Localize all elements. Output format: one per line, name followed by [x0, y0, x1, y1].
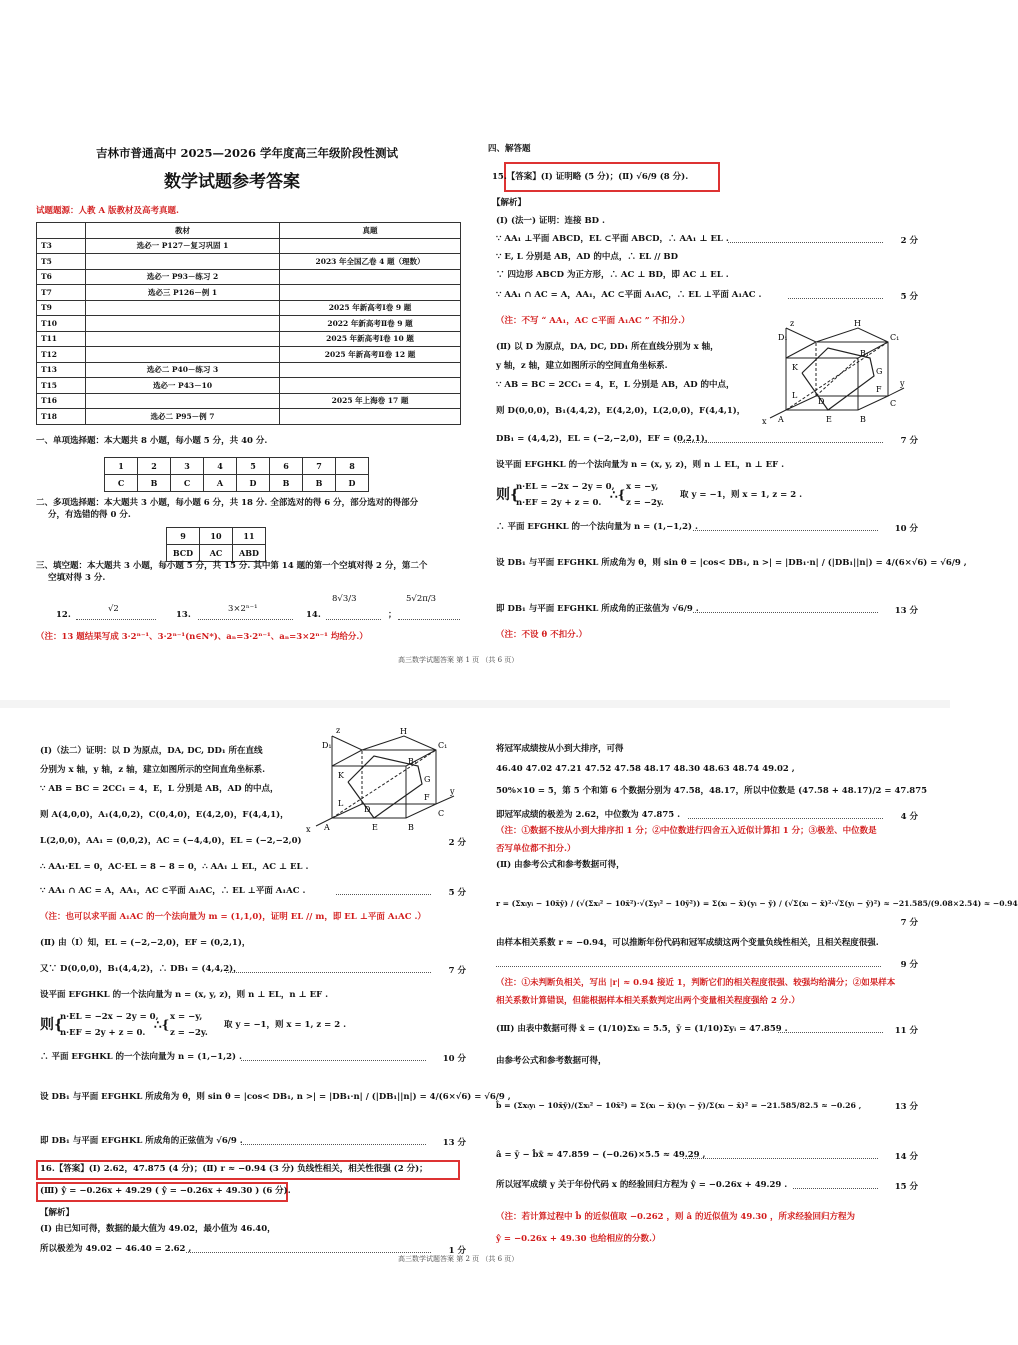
normal-vector-line: 设平面 EFGHKL 的一个法向量为 n = (x, y, z)，则 n ⊥ EL，n ⊥ EF . — [496, 460, 785, 470]
score-10: 10 分 — [442, 1054, 466, 1064]
conclusion: 即 DB₁ 与平面 EFGHKL 所成角的正弦值为 √6/9 . — [40, 1136, 243, 1146]
multi-choice-answers: 9 10 11 BCD AC ABD — [166, 527, 266, 562]
label-C1: C₁ — [438, 741, 448, 750]
part2-line-b: y 轴，z 轴，建立如图所示的空间直角坐标系. — [496, 361, 668, 371]
score-11: 11 分 — [894, 1026, 918, 1036]
q16-answer-line-2: (Ⅲ) ŷ = −0.26x + 49.29 ( ŷ = −0.26x + 49.30 ) (6 分). — [40, 1186, 291, 1196]
label-B1: B₁ — [860, 349, 870, 358]
label-K: K — [338, 771, 344, 780]
q15-answer: 15.【答案】(Ⅰ) 证明略 (5 分)；(Ⅱ) √6/9 (8 分). — [492, 172, 689, 182]
fill-note: （注：13 题结果写成 3·2ⁿ⁻¹、3·2ⁿ⁻¹(n∈N*)、aₙ=3·2ⁿ⁻¹、aₙ=3×2ⁿ⁻¹ 均给分.） — [36, 632, 368, 642]
label-y: y — [450, 787, 455, 796]
mean-values: (Ⅲ) 由表中数据可得 x̄ = (1/10)Σxᵢ = 5.5，ȳ = (1/10)Σyᵢ = 47.859 . — [496, 1024, 788, 1034]
table-row: T16 2025 年上海卷 17 题 — [37, 393, 461, 409]
score-2: 2 分 — [448, 838, 466, 848]
table-row: T12 2025 年新高考Ⅱ卷 12 题 — [37, 347, 461, 363]
cuboid-figure-2 — [298, 724, 458, 836]
single-choice-answers: 1 2 3 4 5 6 7 8 C B C A D B B D — [104, 457, 369, 492]
score-13: 13 分 — [442, 1138, 466, 1148]
fill-q14-label: 14. — [306, 610, 321, 620]
correlation-conclusion: 由样本相关系数 r ≈ −0.94，可以推断年份代码和冠军成绩这两个变量负线性相关，且相关程度很强. — [496, 938, 879, 948]
method2-line-f: ∴ AA₁·EL = 0，AC·EL = 8 − 8 = 0，∴ AA₁ ⊥ EL，AC ⊥ EL . — [40, 862, 309, 872]
part2-line-d: 则 D(0,0,0)，B₁(4,4,2)，E(4,2,0)，L(2,0,0)，F(4,4,1)， — [496, 406, 746, 416]
system-eq-2: n·EF = 2y + z = 0. — [516, 498, 602, 508]
system-eq-1: n·EL = −2x − 2y = 0, — [60, 1012, 159, 1022]
score-7: 7 分 — [448, 966, 466, 976]
intercept-calc: â = ȳ − b̂x̄ ≈ 47.859 − (−0.26)×5.5 ≈ 49.29 , — [496, 1150, 706, 1160]
page-title: 数学试题参考答案 — [164, 172, 300, 192]
label-C: C — [438, 809, 445, 818]
fill-q14-separator: ； — [388, 610, 397, 620]
note-6b: ŷ = −0.26x + 49.30 也给相应的分数.） — [496, 1234, 661, 1244]
label-D1: D₁ — [322, 741, 332, 750]
page2-footer: 高三数学试题答案 第 2 页 （共 6 页） — [398, 1255, 519, 1263]
label-z: z — [790, 319, 795, 328]
sort-line: 将冠军成绩按从小到大排序，可得 — [496, 744, 624, 754]
method2-line-c: ∵ AB = BC = 2CC₁ = 4，E，L 分别是 AB，AD 的中点， — [40, 784, 279, 794]
solution-eq-1: x = −y, — [626, 482, 659, 492]
note-3: （注：也可以求平面 A₁AC 的一个法向量为 m = (1,1,0)，证明 EL // m，即 EL ⊥平面 A₁AC .） — [40, 912, 426, 922]
score-14: 14 分 — [894, 1152, 918, 1162]
label-G: G — [424, 775, 431, 784]
table-row: T11 2025 年新高考Ⅰ卷 10 题 — [37, 331, 461, 347]
method2-line-d: 则 A(4,0,0)，A₁(4,0,2)，C(0,4,0)，E(4,2,0)，F(4,4,1)， — [40, 810, 289, 820]
label-L: L — [338, 799, 344, 808]
range-median-result: 即冠军成绩的极差为 2.62，中位数为 47.875 . — [496, 810, 681, 820]
section-fill-line2: 空填对得 3 分. — [48, 573, 106, 583]
label-B1: B₁ — [408, 757, 418, 766]
sine-formula: 设 DB₁ 与平面 EFGHKL 所成角为 θ，则 sin θ = |cos< DB₁, n >| = |DB₁·n| / (|DB₁||n|) = 4/(6×√6) = √6/9 , — [40, 1092, 511, 1102]
normal-result: ∴ 平面 EFGHKL 的一个法向量为 n = (1,−1,2) . — [496, 522, 698, 532]
source-note: 试题题源：人教 A 版教材及高考真题. — [36, 206, 179, 216]
label-H: H — [854, 319, 861, 328]
label-F: F — [876, 385, 882, 394]
table-row: T10 2022 年新高考Ⅱ卷 9 题 — [37, 316, 461, 332]
part2-line-a: (Ⅱ) 以 D 为原点，DA, DC, DD₁ 所在直线分别为 x 轴， — [496, 342, 719, 352]
answer-page-2: (Ⅰ)（法二）证明：以 D 为原点，DA, DC, DD₁ 所在直线 分别为 x 轴，y 轴，z 轴，建立如图所示的空间直角坐标系. ∵ AB = BC = 2CC₁ = 4，E，L 分别是 AB，AD 的中点， 则 A(4,0,0)，A₁(4,0,2)，C(0,4,0)，E(4,2,0)，F(4,4,1)， z D₁ H C₁ K B₁ G D C y L F x A E B L(2,0,0)，AA₁ = (0,0,2)，AC = (−4,4,0)，EL = (−2,−2,0) 2 分 ∴ AA₁·EL = 0，AC·EL = 8 − 8 = 0，∴ AA₁ ⊥ EL，AC ⊥ EL . ∵ AA₁ ∩ AC = A，AA₁，AC ⊂平面 A₁AC，∴ EL ⊥平面 A₁AC . 5 分 （注：也可以求平面 A₁AC 的一个法向量为 m = (1,1,0)，证明 EL // m，即 EL ⊥平面 A₁AC .） (Ⅱ) 由（Ⅰ）知，EL = (−2,−2,0)，EF = (0,2,1)， 又∵ D(0,0,0)，B₁(4,4,2)，∴ DB₁ = (4,4,2)， 7 分 设平面 EFGHKL 的一个法向量为 n = (x, y, z)，则 n ⊥ EL，n ⊥ EF . 则{ n·EL = −2x − 2y = 0, n·EF = 2y + z = 0. ∴{ x = −y, z = −2y. 取 y = −1，则 x = 1, z = 2 . ∴ 平面 EFGHKL 的一个法向量为 n = (1,−1,2) . 10 分 设 DB₁ 与平面 EFGHKL 所成角为 θ，则 sin θ = |cos< DB₁, n >| = |DB₁·n| / (|DB₁||n|) = 4/(6×√6) = √6/9 , 即 DB₁ 与平面 EFGHKL 所成角的正弦值为 √6/9 . 13 分 16.【答案】(Ⅰ) 2.62，47.875 (4 分)；(Ⅱ) r ≈ −0.94 (3 分) 负线性相关，相关性很强 (2 分)； (Ⅲ) ŷ = −0.26x + 49.29 ( ŷ = −0.26x + 49.30 ) (6 分). 【解析】 (Ⅰ) 由已知可得，数据的最大值为 49.02，最小值为 46.40， 所以极差为 49.02 − 46.40 = 2.62 , 1 分 高三数学试题答案 第 2 页 （共 6 页） 将冠军成绩按从小到大排序，可得 46.40 47.02 47.21 47.52 47.58 48.17 48.30 48.63 48.74 49.02 , 50%×10 = 5，第 5 个和第 6 个数据分别为 47.58，48.17，所以中位数是 (47.58 + 48.17)/2 = 47.875 即冠军成绩的极差为 2.62，中位数为 47.875 . 4 分 （注：①数据不按从小到大排序扣 1 分；②中位数进行四舍五入近似计算扣 1 分；③极差、中位数是 否写单位都不扣分.） (Ⅱ) 由参考公式和参考数据可得， r = (Σxᵢyᵢ − 10x̄ȳ) / (√(Σxᵢ² − 10x̄²)·√(Σyᵢ² − 10ȳ²)) = Σ(xᵢ − x̄)(yᵢ − ȳ) / (√Σ(xᵢ − x̄)²·√Σ(yᵢ − ȳ)²) ≈ −21.585/(9.08×2.54) ≈ −0.94 7 分 由样本相关系数 r ≈ −0.94，可以推断年份代码和冠军成绩这两个变量负线性相关，且相关程度很强. 9 分 （注：①未判断负相关，写出 |r| ≈ 0.94 接近 1，判断它们的相关程度很强、较强均给满分；②如果样本 相关系数计算错误，但能根据样本相关系数判定出两个变量相关程度强给 2 分.） (Ⅲ) 由表中数据可得 x̄ = (1/10)Σxᵢ = 5.5，ȳ = (1/10)Σyᵢ = 47.859 . 11 分 由参考公式和参考数据可得， b̂ = (Σxᵢyᵢ − 10x̄ȳ)/(Σxᵢ² − 10x̄²) = Σ(xᵢ − x̄)(yᵢ − ȳ)/Σ(xᵢ − x̄)² = −21.585/82.5 ≈ −0.26 , 13 分 â = ȳ − b̂x̄ ≈ 47.859 − (−0.26)×5.5 ≈ 49.29 , 14 分 所以冠军成绩 y 关于年份代码 x 的经验回归方程为 ŷ = −0.26x + 49.29 . 15 分 （注：若计算过程中 b̂ 的近似值取 −0.262 ，则 â 的近似值为 49.30 ，所求经验回归方程为 ŷ = −0.26x + 49.30 也给相应的分数.） — [8, 708, 942, 1288]
solution-eq-2: z = −2y. — [626, 498, 664, 508]
section-fill: 三、填空题：本大题共 3 小题，每小题 5 分，共 15 分. 其中第 14 题的第一个空填对得 2 分，第二个 — [36, 561, 428, 571]
label-z: z — [336, 726, 341, 735]
part2-line-a: (Ⅱ) 由（Ⅰ）知，EL = (−2,−2,0)，EF = (0,2,1)， — [40, 938, 251, 948]
note-4b: 否写单位都不扣分.） — [496, 844, 576, 854]
slope-formula: b̂ = (Σxᵢyᵢ − 10x̄ȳ)/(Σxᵢ² − 10x̄²) = Σ(xᵢ − x̄)(yᵢ − ȳ)/Σ(xᵢ − x̄)² = −21.585/82.5 ≈ −0.26 , — [496, 1101, 862, 1110]
score-15: 15 分 — [894, 1182, 918, 1192]
analysis-label: 【解析】 — [492, 198, 527, 208]
label-C1: C₁ — [890, 333, 900, 342]
score-7: 7 分 — [900, 918, 918, 928]
label-H: H — [400, 727, 407, 736]
proof-line-2: ∵ E, L 分别是 AB，AD 的中点，∴ EL // BD — [496, 252, 678, 262]
score-1: 1 分 — [448, 1246, 466, 1256]
normal-vector-line: 设平面 EFGHKL 的一个法向量为 n = (x, y, z)，则 n ⊥ EL，n ⊥ EF . — [40, 990, 329, 1000]
section-multi-choice: 二、多项选择题：本大题共 3 小题，每小题 6 分，共 18 分. 全部选对的得 6 分，部分选对的得部分 — [36, 498, 419, 508]
label-B: B — [408, 823, 414, 832]
table-row: T9 2025 年新高考Ⅰ卷 9 题 — [37, 300, 461, 316]
label-L: L — [792, 391, 798, 400]
note-2: （注：不设 θ 不扣分.） — [496, 630, 588, 640]
school-title: 吉林市普通高中 2025—2026 学年度高三年级阶段性测试 — [96, 146, 399, 160]
score-7: 7 分 — [900, 436, 918, 446]
label-E: E — [372, 823, 378, 832]
system-eq-1: n·EL = −2x − 2y = 0, — [516, 482, 615, 492]
label-A: A — [778, 415, 784, 424]
score-13: 13 分 — [894, 606, 918, 616]
label-E: E — [826, 415, 832, 424]
conclusion: 即 DB₁ 与平面 EFGHKL 所成角的正弦值为 √6/9 . — [496, 604, 699, 614]
proof-line-4: ∵ AA₁ ∩ AC = A，AA₁，AC ⊂平面 A₁AC，∴ EL ⊥平面 A₁AC . — [496, 290, 762, 300]
vectors-line: DB₁ = (4,4,2)，EL = (−2,−2,0)，EF = (0,2,1)， — [496, 434, 714, 444]
range-line-2: 所以极差为 49.02 − 46.40 = 2.62 , — [40, 1244, 192, 1254]
correlation-formula: r = (Σxᵢyᵢ − 10x̄ȳ) / (√(Σxᵢ² − 10x̄²)·√(Σyᵢ² − 10ȳ²)) = Σ(xᵢ − x̄)(yᵢ − ȳ) / (√Σ(xᵢ − x̄)²·√Σ(yᵢ − ȳ)²) ≈ −21.585/(9.08×2.54) ≈ −0.94 — [496, 899, 1018, 908]
section-multi-choice-line2: 分，有选错的得 0 分. — [48, 510, 131, 520]
table-row: T3 选必一 P127－复习巩固 1 — [37, 238, 461, 254]
solution-eq-2: z = −2y. — [170, 1028, 208, 1038]
fill-q14-answer-a: 8√3/3 — [332, 594, 357, 604]
table-header-row: 教材 真题 — [37, 223, 461, 239]
label-D: D — [364, 805, 371, 814]
table-row: T5 2023 年全国乙卷 4 题（理数） — [37, 254, 461, 270]
proof-line-3: ∵ 四边形 ABCD 为正方形，∴ AC ⊥ BD，即 AC ⊥ EL . — [496, 270, 729, 280]
method2-line-b: 分别为 x 轴，y 轴，z 轴，建立如图所示的空间直角坐标系. — [40, 765, 266, 775]
fill-q12-answer: √2 — [108, 604, 119, 614]
table-row: T18 选必二 P95－例 7 — [37, 409, 461, 425]
range-line-1: (Ⅰ) 由已知可得，数据的最大值为 49.02，最小值为 46.40， — [40, 1224, 276, 1234]
page-separator — [0, 700, 950, 708]
table-row: T7 选必三 P126－例 1 — [37, 285, 461, 301]
page1-footer: 高三数学试题答案 第 1 页 （共 6 页） — [398, 656, 519, 664]
label-x: x — [306, 825, 311, 834]
section-single-choice: 一、单项选择题：本大题共 8 小题，每小题 5 分，共 40 分. — [36, 436, 268, 446]
score-5: 5 分 — [448, 888, 466, 898]
label-K: K — [792, 363, 798, 372]
sorted-data: 46.40 47.02 47.21 47.52 47.58 48.17 48.30 48.63 48.74 49.02 , — [496, 764, 795, 774]
score-13: 13 分 — [894, 1102, 918, 1112]
part2-line-c: ∵ AB = BC = 2CC₁ = 4，E，L 分别是 AB，AD 的中点， — [496, 380, 735, 390]
normal-result: ∴ 平面 EFGHKL 的一个法向量为 n = (1,−1,2) . — [40, 1052, 242, 1062]
table-row: T13 选必二 P40－练习 3 — [37, 362, 461, 378]
analysis-label: 【解析】 — [40, 1208, 75, 1218]
label-D1: D₁ — [778, 333, 788, 342]
solution-eq-1: x = −y, — [170, 1012, 203, 1022]
note-4a: （注：①数据不按从小到大排序扣 1 分；②中位数进行四舍五入近似计算扣 1 分；③极差、中位数是 — [496, 826, 877, 836]
note-5b: 相关系数计算错误，但能根据样本相关系数判定出两个变量相关程度强给 2 分.） — [496, 996, 800, 1006]
take-values: 取 y = −1，则 x = 1, z = 2 . — [680, 490, 803, 500]
fill-q13-label: 13. — [176, 610, 191, 620]
score-9: 9 分 — [900, 960, 918, 970]
label-x: x — [762, 417, 767, 426]
regression-equation: 所以冠军成绩 y 关于年份代码 x 的经验回归方程为 ŷ = −0.26x + 49.29 . — [496, 1180, 788, 1190]
answer-page-1: 吉林市普通高中 2025—2026 学年度高三年级阶段性测试 数学试题参考答案 试题题源：人教 A 版教材及高考真题. 教材 真题 T3 选必一 P127－复习巩固 1 T5 2023 年全国乙卷 4 题（理数） T6 选必一 P93－练习 2 T7 选必三 P126－例 1 T9 2025 年新高考Ⅰ卷 9 题 T10 2022 年新高考Ⅱ卷 9 题 T11 2025 年新高考Ⅰ卷 10 题 T12 2025 年新高考Ⅱ卷 12 题 T13 选必二 P40－练习 3 T15 选必一 P43－10 T16 2025 年上海卷 17 题 T18 选必二 P95－例 7 一、单项选择题：本大题共 8 小题，每小题 5 分，共 40 分. 1 2 3 4 5 6 7 8 C B C A D B B D 二、多项选择题：本大题共 3 小题，每小题 6 分，共 18 分. 全部选对的得 6 分，部分选对的得部分 分，有选错的得 0 分. 9 10 11 BCD AC ABD 三、填空题：本大题共 3 小题，每小题 5 分，共 15 分. 其中第 14 题的第一个空填对得 2 分，第二个 空填对得 3 分. 12. √2 13. 3×2ⁿ⁻¹ 14. 8√3/3 ； 5√2π/3 （注：13 题结果写成 3·2ⁿ⁻¹、3·2ⁿ⁻¹(n∈N*)、aₙ=3·2ⁿ⁻¹、aₙ=3×2ⁿ⁻¹ 均给分.） 高三数学试题答案 第 1 页 （共 6 页） 四、解答题 15.【答案】(Ⅰ) 证明略 (5 分)；(Ⅱ) √6/9 (8 分). 【解析】 (Ⅰ) (法一) 证明：连接 BD . ∵ AA₁ ⊥平面 ABCD，EL ⊂平面 ABCD，∴ AA₁ ⊥ EL . 2 分 ∵ E, L 分别是 AB，AD 的中点，∴ EL // BD ∵ 四边形 ABCD 为正方形，∴ AC ⊥ BD，即 AC ⊥ EL . ∵ AA₁ ∩ AC = A，AA₁，AC ⊂平面 A₁AC，∴ EL ⊥平面 A₁AC . 5 分 （注：不写 “ AA₁，AC ⊂平面 A₁AC ” 不扣分.） (Ⅱ) 以 D 为原点，DA, DC, DD₁ 所在直线分别为 x 轴， y 轴，z 轴，建立如图所示的空间直角坐标系. ∵ AB = BC = 2CC₁ = 4，E，L 分别是 AB，AD 的中点， 则 D(0,0,0)，B₁(4,4,2)，E(4,2,0)，L(2,0,0)，F(4,4,1)， z D₁ H C₁ K B₁ G D C y L F x A E B DB₁ = (4,4,2)，EL = (−2,−2,0)，EF = (0,2,1)， 7 分 设平面 EFGHKL 的一个法向量为 n = (x, y, z)，则 n ⊥ EL，n ⊥ EF . 则{ n·EL = −2x − 2y = 0, n·EF = 2y + z = 0. ∴{ x = −y, z = −2y. 取 y = −1，则 x = 1, z = 2 . ∴ 平面 EFGHKL 的一个法向量为 n = (1,−1,2) . 10 分 设 DB₁ 与平面 EFGHKL 所成角为 θ，则 sin θ = |cos< DB₁, n >| = |DB₁·n| / (|DB₁||n|) = 4/(6×√6) = √6/9 , 即 DB₁ 与平面 EFGHKL 所成角的正弦值为 √6/9 . 13 分 （注：不设 θ 不扣分.） — [8, 120, 942, 698]
take-values: 取 y = −1，则 x = 1, z = 2 . — [224, 1020, 347, 1030]
fill-q13-answer: 3×2ⁿ⁻¹ — [228, 604, 258, 614]
cuboid-figure-1 — [756, 318, 906, 426]
source-table — [36, 222, 461, 425]
formula-intro: 由参考公式和参考数据可得， — [496, 1056, 607, 1066]
fill-q14-answer-b: 5√2π/3 — [406, 594, 437, 604]
score-4: 4 分 — [900, 812, 918, 822]
note-1: （注：不写 “ AA₁，AC ⊂平面 A₁AC ” 不扣分.） — [496, 316, 690, 326]
q16-answer-line-1: 16.【答案】(Ⅰ) 2.62，47.875 (4 分)；(Ⅱ) r ≈ −0.94 (3 分) 负线性相关，相关性很强 (2 分)； — [40, 1164, 428, 1174]
part2-intro: (Ⅱ) 由参考公式和参考数据可得， — [496, 860, 625, 870]
label-y: y — [900, 379, 905, 388]
method2-line-e: L(2,0,0)，AA₁ = (0,0,2)，AC = (−4,4,0)，EL = (−2,−2,0) — [40, 836, 302, 846]
label-G: G — [876, 367, 883, 376]
note-5a: （注：①未判断负相关，写出 |r| ≈ 0.94 接近 1，判断它们的相关程度很强、较强均给满分；②如果样本 — [496, 978, 896, 988]
median-calc: 50%×10 = 5，第 5 个和第 6 个数据分别为 47.58，48.17，所以中位数是 (47.58 + 48.17)/2 = 47.875 — [496, 786, 928, 796]
section-solutions: 四、解答题 — [488, 144, 531, 154]
table-row: T6 选必一 P93－练习 2 — [37, 269, 461, 285]
score-2: 2 分 — [900, 236, 918, 246]
method1-line: (Ⅰ) (法一) 证明：连接 BD . — [496, 216, 605, 226]
score-5: 5 分 — [900, 292, 918, 302]
sine-formula: 设 DB₁ 与平面 EFGHKL 所成角为 θ，则 sin θ = |cos< DB₁, n >| = |DB₁·n| / (|DB₁||n|) = 4/(6×√6) = √6/9 , — [496, 558, 967, 568]
method2-line-a: (Ⅰ)（法二）证明：以 D 为原点，DA, DC, DD₁ 所在直线 — [40, 746, 263, 756]
fill-q12-label: 12. — [56, 610, 71, 620]
note-6a: （注：若计算过程中 b̂ 的近似值取 −0.262 ，则 â 的近似值为 49.30 ，所求经验回归方程为 — [496, 1212, 855, 1222]
label-B: B — [860, 415, 866, 424]
score-10: 10 分 — [894, 524, 918, 534]
method2-line-g: ∵ AA₁ ∩ AC = A，AA₁，AC ⊂平面 A₁AC，∴ EL ⊥平面 A₁AC . — [40, 886, 306, 896]
part2-line-b: 又∵ D(0,0,0)，B₁(4,4,2)，∴ DB₁ = (4,4,2)， — [40, 964, 242, 974]
proof-line-1: ∵ AA₁ ⊥平面 ABCD，EL ⊂平面 ABCD，∴ AA₁ ⊥ EL . — [496, 234, 729, 244]
label-A: A — [324, 823, 330, 832]
label-C: C — [890, 399, 897, 408]
system-eq-2: n·EF = 2y + z = 0. — [60, 1028, 146, 1038]
table-row: T15 选必一 P43－10 — [37, 378, 461, 394]
label-F: F — [424, 793, 430, 802]
label-D: D — [818, 397, 825, 406]
